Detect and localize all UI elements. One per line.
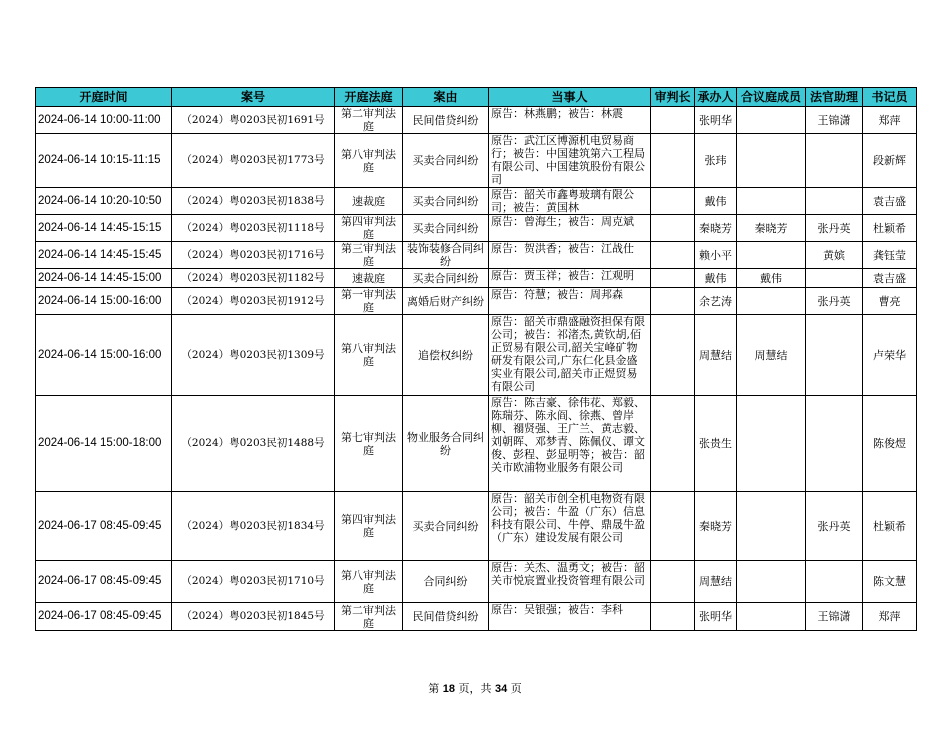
cell-case-number: （2024）粤0203民初1182号 (172, 269, 335, 288)
cell-judge: 秦晓芳 (695, 492, 737, 561)
cell-cause: 买卖合同纠纷 (403, 492, 489, 561)
cell-parties (489, 107, 651, 134)
cell-judge: 周慧结 (695, 561, 737, 603)
parties-text: 原告：贾玉祥；被告：江观明 (491, 269, 634, 282)
table-row (36, 288, 917, 315)
cell-chief-judge (651, 492, 695, 561)
cell-courtroom: 第八审判法庭 (335, 134, 403, 188)
cell-judge-assistant (806, 315, 863, 396)
cell-cause: 装饰装修合同纠纷 (403, 242, 489, 269)
cell-hearing-time: 2024-06-14 15:00-18:00 (36, 396, 172, 492)
cell-panel-members (737, 603, 806, 631)
cell-clerk: 袁吉盛 (863, 188, 917, 215)
footer-suffix: 页 (507, 682, 522, 695)
parties-text: 原告：吴银强；被告：李科 (491, 603, 623, 616)
cell-courtroom: 第八审判法庭 (335, 561, 403, 603)
parties-text: 原告：韶关市鼎盛融资担保有限公司；被告：祁渚杰,黄钦胡,佰正贸易有限公司,韶关宝峰矿物研发有限公司,广东仁化县金盛实业有限公司,韶关市正煜贸易有限公司 (491, 315, 645, 393)
cell-chief-judge (651, 215, 695, 242)
cell-chief-judge (651, 107, 695, 134)
cell-case-number: （2024）粤0203民初1912号 (172, 288, 335, 315)
cell-judge: 赖小平 (695, 242, 737, 269)
cell-case-number: （2024）粤0203民初1710号 (172, 561, 335, 603)
parties-text: 原告：曾海生；被告：周克斌 (491, 215, 634, 228)
cell-parties (489, 188, 651, 215)
cell-case-number: （2024）粤0203民初1838号 (172, 188, 335, 215)
table-row (36, 242, 917, 269)
cell-case-number: （2024）粤0203民初1691号 (172, 107, 335, 134)
cell-courtroom: 第四审判法庭 (335, 492, 403, 561)
cell-case-number: （2024）粤0203民初1716号 (172, 242, 335, 269)
cell-case-number: （2024）粤0203民初1834号 (172, 492, 335, 561)
cell-case-number: （2024）粤0203民初1309号 (172, 315, 335, 396)
footer-prefix: 第 (428, 682, 443, 695)
cell-courtroom: 第二审判法庭 (335, 603, 403, 631)
parties-text: 原告：武江区博源机电贸易商行；被告：中国建筑第六工程局有限公司、中国建筑股份有限公司 (491, 134, 645, 186)
cell-cause: 追偿权纠纷 (403, 315, 489, 396)
cell-clerk: 陈俊煜 (863, 396, 917, 492)
cell-panel-members (737, 188, 806, 215)
cell-courtroom: 速裁庭 (335, 269, 403, 288)
cell-clerk: 龚钰莹 (863, 242, 917, 269)
cell-cause: 物业服务合同纠纷 (403, 396, 489, 492)
cell-clerk: 段新辉 (863, 134, 917, 188)
cell-clerk: 杜颖希 (863, 492, 917, 561)
parties-text: 原告：关杰、温勇文；被告：韶关市悦宸置业投资管理有限公司 (491, 561, 645, 587)
header-courtroom: 开庭法庭 (335, 88, 403, 107)
header-parties: 当事人 (489, 88, 651, 107)
footer-middle: 页，共 (455, 682, 495, 695)
cell-hearing-time: 2024-06-17 08:45-09:45 (36, 603, 172, 631)
cell-courtroom: 第四审判法庭 (335, 215, 403, 242)
cell-courtroom: 第七审判法庭 (335, 396, 403, 492)
footer-page-number: 18 (442, 683, 455, 695)
header-row (36, 88, 917, 107)
cell-courtroom: 第二审判法庭 (335, 107, 403, 134)
table-row (36, 107, 917, 134)
table-row (36, 315, 917, 396)
cell-panel-members (737, 107, 806, 134)
cell-hearing-time: 2024-06-14 14:45-15:45 (36, 242, 172, 269)
cell-chief-judge (651, 188, 695, 215)
table-row (36, 215, 917, 242)
parties-text: 原告：韶关市鑫粤玻璃有限公司；被告：黄国林 (491, 188, 634, 213)
header-hearing-time: 开庭时间 (36, 88, 172, 107)
cell-case-number: （2024）粤0203民初1845号 (172, 603, 335, 631)
header-judge: 承办人 (695, 88, 737, 107)
cell-clerk: 杜颖希 (863, 215, 917, 242)
header-cause: 案由 (403, 88, 489, 107)
cell-hearing-time: 2024-06-14 10:20-10:50 (36, 188, 172, 215)
cell-judge-assistant: 黄嫔 (806, 242, 863, 269)
cell-chief-judge (651, 315, 695, 396)
cell-panel-members (737, 288, 806, 315)
cell-hearing-time: 2024-06-14 10:15-11:15 (36, 134, 172, 188)
cell-parties (489, 315, 651, 396)
cell-hearing-time: 2024-06-17 08:45-09:45 (36, 492, 172, 561)
cell-courtroom: 第一审判法庭 (335, 288, 403, 315)
cell-judge-assistant (806, 134, 863, 188)
cell-judge-assistant (806, 396, 863, 492)
table-row (36, 134, 917, 188)
cell-clerk: 卢荣华 (863, 315, 917, 396)
cell-parties (489, 396, 651, 492)
cell-chief-judge (651, 561, 695, 603)
cell-panel-members: 周慧结 (737, 315, 806, 396)
cell-panel-members (737, 396, 806, 492)
table-row (36, 492, 917, 561)
cell-panel-members: 秦晓芳 (737, 215, 806, 242)
parties-text: 原告：韶关市创全机电物资有限公司；被告：牛盈（广东）信息科技有限公司、牛停、鼎晟牛盈（广东）建设发展有限公司 (491, 492, 645, 544)
parties-text: 原告：林燕鹏；被告：林震 (491, 107, 623, 120)
cell-hearing-time: 2024-06-14 10:00-11:00 (36, 107, 172, 134)
cell-judge: 张贵生 (695, 396, 737, 492)
table-row (36, 188, 917, 215)
cell-parties (489, 134, 651, 188)
cell-judge-assistant: 王锦潇 (806, 603, 863, 631)
cell-judge-assistant: 张丹英 (806, 215, 863, 242)
cell-courtroom: 第八审判法庭 (335, 315, 403, 396)
cell-clerk: 郑萍 (863, 107, 917, 134)
cell-courtroom: 第三审判法庭 (335, 242, 403, 269)
header-clerk: 书记员 (863, 88, 917, 107)
cell-panel-members (737, 492, 806, 561)
hearing-schedule-table (35, 87, 917, 631)
cell-hearing-time: 2024-06-17 08:45-09:45 (36, 561, 172, 603)
cell-hearing-time: 2024-06-14 14:45-15:15 (36, 215, 172, 242)
cell-panel-members (737, 242, 806, 269)
cell-judge: 秦晓芳 (695, 215, 737, 242)
cell-parties (489, 242, 651, 269)
cell-hearing-time: 2024-06-14 15:00-16:00 (36, 315, 172, 396)
page-footer (0, 680, 950, 696)
cell-parties (489, 288, 651, 315)
parties-text: 原告：陈吉豪、徐伟花、郑毅、陈瑞芬、陈永阎、徐燕、曾岸柳、禤贤强、王广兰、黄志毅、刘朝晖、邓梦青、陈佩仪、谭文俊、彭程、彭显明等；被告：韶关市欧浦物业服务有限公司 (491, 396, 645, 474)
cell-chief-judge (651, 134, 695, 188)
cell-judge-assistant: 张丹英 (806, 492, 863, 561)
parties-text: 原告：贺洪香；被告：江战仕 (491, 242, 634, 255)
cell-cause: 买卖合同纠纷 (403, 215, 489, 242)
cell-clerk: 曹亮 (863, 288, 917, 315)
footer-total-pages: 34 (495, 683, 508, 695)
cell-clerk: 郑萍 (863, 603, 917, 631)
cell-parties (489, 269, 651, 288)
cell-chief-judge (651, 603, 695, 631)
cell-parties (489, 603, 651, 631)
cell-parties (489, 215, 651, 242)
cell-chief-judge (651, 242, 695, 269)
cell-cause: 民间借贷纠纷 (403, 603, 489, 631)
table-row (36, 561, 917, 603)
cell-hearing-time: 2024-06-14 14:45-15:00 (36, 269, 172, 288)
header-case-number: 案号 (172, 88, 335, 107)
cell-judge-assistant (806, 188, 863, 215)
table-row (36, 603, 917, 631)
cell-panel-members (737, 134, 806, 188)
cell-courtroom: 速裁庭 (335, 188, 403, 215)
cell-case-number: （2024）粤0203民初1118号 (172, 215, 335, 242)
cell-parties (489, 492, 651, 561)
cell-cause: 买卖合同纠纷 (403, 269, 489, 288)
cell-cause: 民间借贷纠纷 (403, 107, 489, 134)
cell-judge: 周慧结 (695, 315, 737, 396)
cell-judge-assistant (806, 269, 863, 288)
header-judge-assistant: 法官助理 (806, 88, 863, 107)
cell-judge: 戴伟 (695, 269, 737, 288)
cell-chief-judge (651, 288, 695, 315)
cell-judge-assistant: 张丹英 (806, 288, 863, 315)
cell-hearing-time: 2024-06-14 15:00-16:00 (36, 288, 172, 315)
cell-parties (489, 561, 651, 603)
cell-panel-members (737, 561, 806, 603)
cell-chief-judge (651, 269, 695, 288)
parties-text: 原告：符慧；被告：周邦森 (491, 288, 623, 301)
cell-judge: 张明华 (695, 107, 737, 134)
cell-judge: 戴伟 (695, 188, 737, 215)
cell-cause: 离婚后财产纠纷 (403, 288, 489, 315)
cell-judge-assistant: 王锦潇 (806, 107, 863, 134)
cell-case-number: （2024）粤0203民初1488号 (172, 396, 335, 492)
header-chief-judge: 审判长 (651, 88, 695, 107)
cell-judge: 张玮 (695, 134, 737, 188)
cell-cause: 买卖合同纠纷 (403, 188, 489, 215)
cell-case-number: （2024）粤0203民初1773号 (172, 134, 335, 188)
cell-clerk: 陈文慧 (863, 561, 917, 603)
cell-panel-members: 戴伟 (737, 269, 806, 288)
cell-judge: 余艺涛 (695, 288, 737, 315)
table-row (36, 396, 917, 492)
cell-judge: 张明华 (695, 603, 737, 631)
hearing-schedule-sheet (35, 87, 917, 631)
cell-chief-judge (651, 396, 695, 492)
table-row (36, 269, 917, 288)
cell-clerk: 袁吉盛 (863, 269, 917, 288)
cell-judge-assistant (806, 561, 863, 603)
header-panel-members: 合议庭成员 (737, 88, 806, 107)
cell-cause: 合同纠纷 (403, 561, 489, 603)
cell-cause: 买卖合同纠纷 (403, 134, 489, 188)
